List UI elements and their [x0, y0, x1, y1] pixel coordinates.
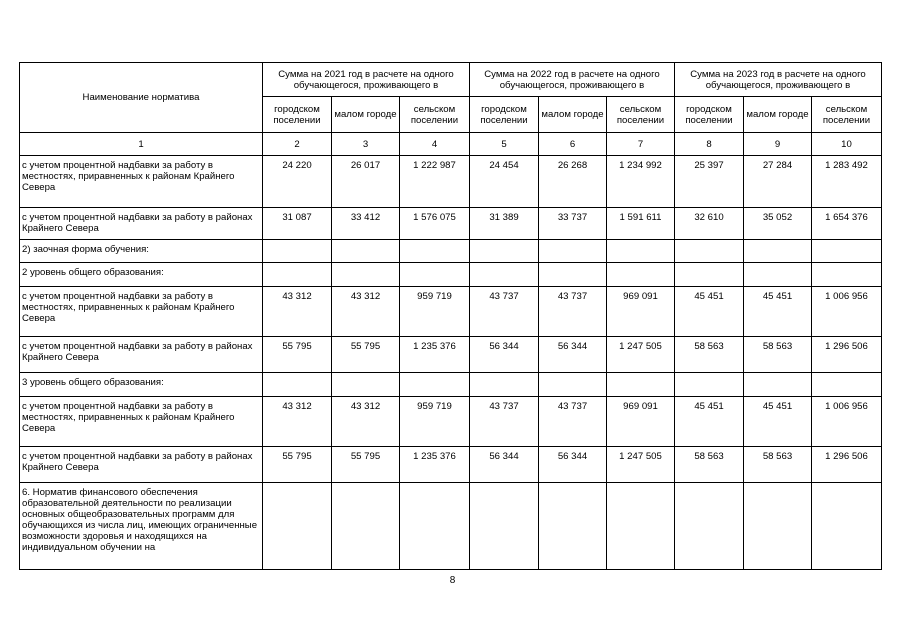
row-value	[607, 240, 675, 263]
row-name: с учетом процентной надбавки за работу в районах Крайнего Севера	[20, 337, 263, 373]
row-value: 45 451	[675, 287, 744, 337]
row-value	[332, 240, 400, 263]
sub-col-small-town: малом городе	[744, 97, 812, 133]
row-value: 56 344	[539, 337, 607, 373]
row-value	[812, 373, 882, 397]
col-number: 6	[539, 133, 607, 156]
row-value	[539, 263, 607, 287]
row-name: 3 уровень общего образования:	[20, 373, 263, 397]
row-value	[400, 240, 470, 263]
table-row	[20, 397, 882, 447]
table-header	[20, 63, 882, 156]
col-number: 10	[812, 133, 882, 156]
header-year-2022: Сумма на 2022 год в расчете на одного обучающегося, проживающего в	[470, 63, 675, 97]
row-value: 58 563	[675, 337, 744, 373]
row-name: 2) заочная форма обучения:	[20, 240, 263, 263]
row-value: 43 312	[332, 397, 400, 447]
row-value	[470, 240, 539, 263]
row-value: 24 454	[470, 156, 539, 208]
row-value: 31 389	[470, 208, 539, 240]
col-number: 9	[744, 133, 812, 156]
row-value	[400, 263, 470, 287]
row-value: 26 268	[539, 156, 607, 208]
sub-col-rural: сельском поселении	[400, 97, 470, 133]
row-value: 43 737	[539, 287, 607, 337]
row-value	[470, 373, 539, 397]
row-value: 55 795	[263, 337, 332, 373]
header-name-col: Наименование норматива	[20, 63, 263, 133]
row-value: 33 737	[539, 208, 607, 240]
row-value: 1 576 075	[400, 208, 470, 240]
row-value: 25 397	[675, 156, 744, 208]
row-value: 43 737	[470, 287, 539, 337]
header-year-2023: Сумма на 2023 год в расчете на одного обучающегося, проживающего в	[675, 63, 882, 97]
row-value	[607, 483, 675, 570]
row-value	[675, 263, 744, 287]
sub-col-urban: городском поселении	[675, 97, 744, 133]
normative-table	[19, 62, 882, 570]
row-value: 35 052	[744, 208, 812, 240]
row-value: 1 296 506	[812, 337, 882, 373]
row-value: 33 412	[332, 208, 400, 240]
row-name: с учетом процентной надбавки за работу в местностях, приравненных к районам Крайнего Севера	[20, 156, 263, 208]
row-value	[812, 483, 882, 570]
row-value	[744, 240, 812, 263]
col-number: 8	[675, 133, 744, 156]
row-name: с учетом процентной надбавки за работу в местностях, приравненных к районам Крайнего Севера	[20, 287, 263, 337]
row-name: с учетом процентной надбавки за работу в местностях, приравненных к районам Крайнего Севера	[20, 397, 263, 447]
row-name: с учетом процентной надбавки за работу в районах Крайнего Севера	[20, 208, 263, 240]
row-value	[675, 373, 744, 397]
row-value: 1 235 376	[400, 447, 470, 483]
row-value	[607, 373, 675, 397]
row-value: 55 795	[263, 447, 332, 483]
row-value: 969 091	[607, 287, 675, 337]
row-value: 1 283 492	[812, 156, 882, 208]
row-value	[812, 263, 882, 287]
row-value	[675, 483, 744, 570]
row-value: 32 610	[675, 208, 744, 240]
row-value: 26 017	[332, 156, 400, 208]
row-value: 56 344	[470, 447, 539, 483]
row-value	[744, 373, 812, 397]
sub-col-small-town: малом городе	[539, 97, 607, 133]
row-value: 959 719	[400, 287, 470, 337]
row-name: 2 уровень общего образования:	[20, 263, 263, 287]
row-value: 1 247 505	[607, 447, 675, 483]
row-value: 58 563	[744, 447, 812, 483]
row-value: 43 312	[332, 287, 400, 337]
row-value: 1 591 611	[607, 208, 675, 240]
col-number: 2	[263, 133, 332, 156]
row-value: 56 344	[470, 337, 539, 373]
row-value	[332, 483, 400, 570]
row-value	[263, 373, 332, 397]
row-value	[400, 373, 470, 397]
table-row	[20, 483, 882, 570]
col-number: 4	[400, 133, 470, 156]
sub-col-rural: сельском поселении	[607, 97, 675, 133]
sub-col-small-town: малом городе	[332, 97, 400, 133]
row-value	[812, 240, 882, 263]
row-value	[744, 263, 812, 287]
row-name: 6. Норматив финансового обеспечения образовательной деятельности по реализации основных общеобразовательных программ для обучающихся из числа лиц, имеющих ограниченные возможности здоровья и находящихся на индивидуальном обучении на	[20, 483, 263, 570]
row-value	[744, 483, 812, 570]
row-name: с учетом процентной надбавки за работу в районах Крайнего Севера	[20, 447, 263, 483]
row-value	[470, 483, 539, 570]
row-value	[539, 240, 607, 263]
row-value: 58 563	[675, 447, 744, 483]
table-body	[20, 156, 882, 570]
row-value: 27 284	[744, 156, 812, 208]
row-value	[400, 483, 470, 570]
row-value: 31 087	[263, 208, 332, 240]
header-year-2021: Сумма на 2021 год в расчете на одного обучающегося, проживающего в	[263, 63, 470, 97]
col-number: 5	[470, 133, 539, 156]
row-value: 56 344	[539, 447, 607, 483]
table-row	[20, 240, 882, 263]
row-value: 969 091	[607, 397, 675, 447]
row-value: 43 312	[263, 397, 332, 447]
col-number: 1	[20, 133, 263, 156]
row-value: 45 451	[675, 397, 744, 447]
table-row	[20, 373, 882, 397]
col-number: 3	[332, 133, 400, 156]
row-value: 1 222 987	[400, 156, 470, 208]
row-value: 43 737	[539, 397, 607, 447]
table-row	[20, 263, 882, 287]
row-value	[470, 263, 539, 287]
row-value: 55 795	[332, 447, 400, 483]
row-value: 1 234 992	[607, 156, 675, 208]
row-value: 58 563	[744, 337, 812, 373]
row-value	[263, 263, 332, 287]
row-value: 1 006 956	[812, 287, 882, 337]
document-page	[19, 62, 881, 570]
row-value: 43 312	[263, 287, 332, 337]
row-value	[332, 263, 400, 287]
sub-col-urban: городском поселении	[470, 97, 539, 133]
table-row	[20, 208, 882, 240]
table-row	[20, 287, 882, 337]
column-number-row	[20, 133, 882, 156]
row-value	[539, 373, 607, 397]
row-value: 959 719	[400, 397, 470, 447]
row-value: 1 654 376	[812, 208, 882, 240]
row-value	[263, 240, 332, 263]
table-row	[20, 156, 882, 208]
row-value: 24 220	[263, 156, 332, 208]
sub-col-rural: сельском поселении	[812, 97, 882, 133]
row-value: 55 795	[332, 337, 400, 373]
row-value	[263, 483, 332, 570]
row-value: 43 737	[470, 397, 539, 447]
row-value: 45 451	[744, 397, 812, 447]
row-value: 1 235 376	[400, 337, 470, 373]
table-row	[20, 447, 882, 483]
row-value: 1 296 506	[812, 447, 882, 483]
row-value: 45 451	[744, 287, 812, 337]
row-value	[539, 483, 607, 570]
row-value: 1 006 956	[812, 397, 882, 447]
table-row	[20, 337, 882, 373]
page-number: 8	[449, 575, 456, 586]
row-value	[607, 263, 675, 287]
sub-col-urban: городском поселении	[263, 97, 332, 133]
row-value	[332, 373, 400, 397]
col-number: 7	[607, 133, 675, 156]
row-value	[675, 240, 744, 263]
row-value: 1 247 505	[607, 337, 675, 373]
